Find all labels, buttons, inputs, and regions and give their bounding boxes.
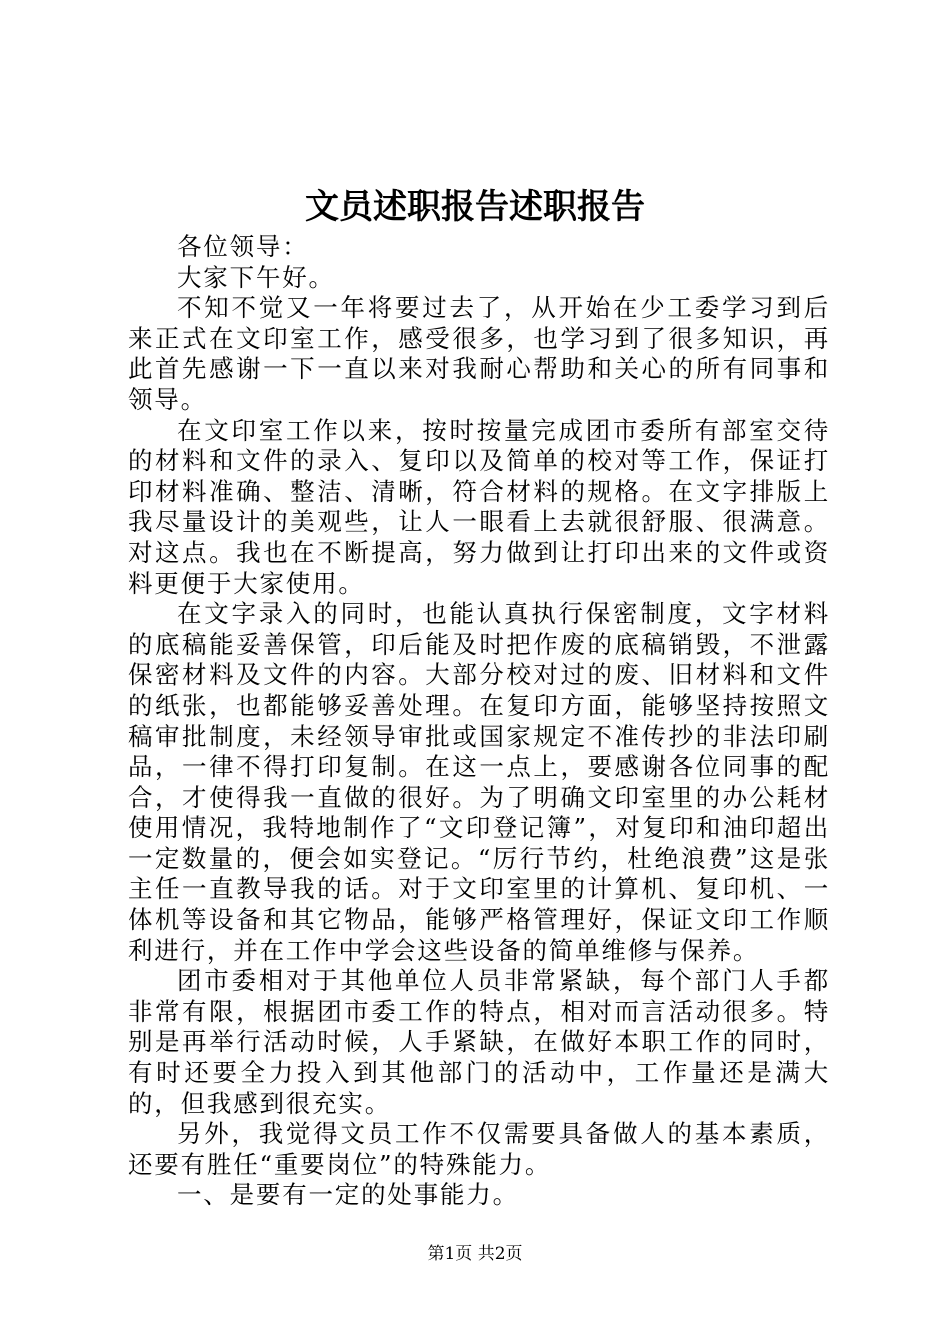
paragraph: 在文字录入的同时，也能认真执行保密制度，文字材料的底稿能妥善保管，印后能及时把作废的底稿销毁，不泄露保密材料及文件的内容。大部分校对过的废、旧材料和文件的纸张，也都能够妥善处理。在复印方面，能够坚持按照文稿审批制度，未经领导审批或国家规定不准传抄的非法印刷品，一律不得打印复制。在这一点上，要感谢各位同事的配合，才使得我一直做的很好。为了明确文印室里的办公耗材使用情况，我特地制作了“文印登记簿”，对复印和油印超出一定数量的，便会如实登记。“厉行节约，杜绝浪费”这是张主任一直教导我的话。对于文印室里的计算机、复印机、一体机等设备和其它物品，能够严格管理好，保证文印工作顺利进行，并在工作中学会这些设备的简单维修与保养。 — [128, 599, 830, 965]
paragraph: 一、是要有一定的处事能力。 — [177, 1180, 519, 1210]
paragraph: 不知不觉又一年将要过去了，从开始在少工委学习到后来正式在文印室工作，感受很多，也学习到了很多知识，再此首先感谢一下一直以来对我耐心帮助和关心的所有同事和领导。 — [128, 293, 830, 414]
document-title: 文员述职报告述职报告 — [305, 187, 645, 227]
document-body — [128, 232, 830, 1211]
paragraph-salutation: 各位领导： — [177, 232, 309, 261]
paragraph: 团市委相对于其他单位人员非常紧缺，每个部门人手都非常有限，根据团市委工作的特点，相对而言活动很多。特别是再举行活动时候，人手紧缺，在做好本职工作的同时，有时还要全力投入到其他部门的活动中，工作量还是满大的，但我感到很充实。 — [128, 966, 830, 1118]
paragraph: 在文印室工作以来，按时按量完成团市委所有部室交待的材料和文件的录入、复印以及简单的校对等工作，保证打印材料准确、整洁、清晰，符合材料的规格。在文字排版上我尽量设计的美观些，让人一眼看上去就很舒服、很满意。对这点。我也在不断提高，努力做到让打印出来的文件或资料更便于大家使用。 — [128, 415, 830, 598]
page-footer: 第1页 共2页 — [427, 1244, 523, 1264]
paragraph-greeting: 大家下午好。 — [177, 262, 335, 292]
paragraph: 另外，我觉得文员工作不仅需要具备做人的基本素质，还要有胜任“重要岗位”的特殊能力。 — [128, 1119, 830, 1179]
